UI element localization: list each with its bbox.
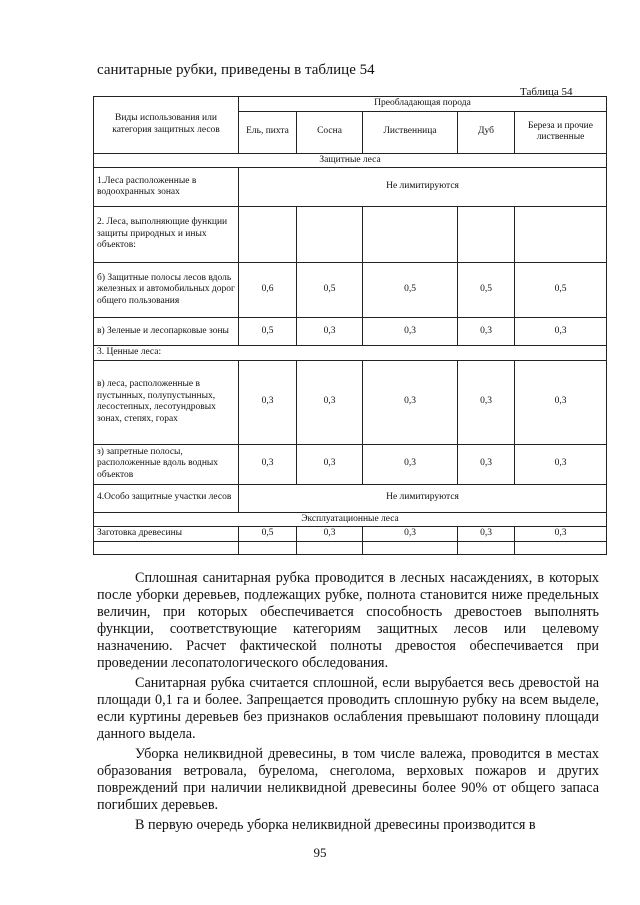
header-species: Дуб bbox=[458, 111, 515, 153]
merged-not-limited: Не лимитируются bbox=[239, 484, 607, 512]
table-label: Таблица 54 bbox=[520, 86, 573, 98]
value-cell: 0,3 bbox=[363, 318, 458, 346]
empty-cell bbox=[515, 541, 607, 554]
paragraph: Санитарная рубка считается сплошной, если вырубается весь древостой на площади 0,1 га и более. Запрещается проводить сплошную рубку на всем выделе, если куртины деревьев без признаков ослабления превышают половину площади данного выдела. bbox=[97, 675, 599, 743]
intro-line: санитарные рубки, приведены в таблице 54 bbox=[97, 62, 375, 78]
empty-cell bbox=[94, 541, 239, 554]
header-category: Виды использования или категория защитных лесов bbox=[94, 97, 239, 154]
value-cell: 0,6 bbox=[239, 263, 297, 318]
value-cell: 0,3 bbox=[458, 527, 515, 542]
empty-cell bbox=[363, 541, 458, 554]
value-cell: 0,3 bbox=[515, 527, 607, 542]
merged-not-limited: Не лимитируются bbox=[239, 168, 607, 207]
row-label: в) Зеленые и лесопарковые зоны bbox=[94, 318, 239, 346]
row-label: 1.Леса расположенные в водоохранных зонах bbox=[94, 168, 239, 207]
row-label: б) Защитные полосы лесов вдоль железных и автомобильных дорог общего пользования bbox=[94, 263, 239, 318]
value-cell: 0,5 bbox=[239, 318, 297, 346]
value-cell: 0,3 bbox=[297, 444, 363, 484]
paragraph: В первую очередь уборка неликвидной древесины производится в bbox=[135, 817, 536, 834]
paragraph: Сплошная санитарная рубка проводится в лесных насаждениях, в которых после уборки деревьев, подлежащих рубке, полнота становится ниже предельных величин, при которых обеспечивается способность древостоев выполнять функции, соответствующие категориям защитных лесов или целевому назначению. Расчет фактической полноты древостоя обеспечивается при проведении лесопатологического обследования. bbox=[97, 570, 599, 672]
value-cell bbox=[515, 207, 607, 263]
value-cell: 0,3 bbox=[458, 318, 515, 346]
value-cell: 0,3 bbox=[363, 444, 458, 484]
header-species: Лиственница bbox=[363, 111, 458, 153]
value-cell bbox=[458, 207, 515, 263]
header-species: Ель, пихта bbox=[239, 111, 297, 153]
row-label: 2. Леса, выполняющие функции защиты природных и иных объектов: bbox=[94, 207, 239, 263]
forest-table bbox=[93, 96, 607, 555]
empty-cell bbox=[297, 541, 363, 554]
row-label: 4.Особо защитные участки лесов bbox=[94, 484, 239, 512]
section-exploitation-forests: Эксплуатационные леса bbox=[94, 512, 607, 527]
body-text bbox=[97, 570, 599, 837]
header-species: Береза и прочие лиственные bbox=[515, 111, 607, 153]
value-cell: 0,3 bbox=[297, 318, 363, 346]
value-cell: 0,3 bbox=[515, 444, 607, 484]
row-label: з) запретные полосы, расположенные вдоль водных объектов bbox=[94, 444, 239, 484]
row-label: Заготовка древесины bbox=[94, 527, 239, 542]
value-cell: 0,3 bbox=[363, 527, 458, 542]
row-label: в) леса, расположенные в пустынных, полупустынных, лесостепных, лесотундровых зонах, степях, горах bbox=[94, 360, 239, 444]
value-cell: 0,5 bbox=[515, 263, 607, 318]
paragraph: Уборка неликвидной древесины, в том числе валежа, проводится в местах образования ветровала, бурелома, снеголома, верховых пожаров и других повреждений при наличии неликвидной древесины более 90% от общего запаса погибших деревьев. bbox=[97, 746, 599, 814]
value-cell bbox=[239, 207, 297, 263]
section-protective-forests: Защитные леса bbox=[94, 153, 607, 168]
value-cell: 0,3 bbox=[297, 360, 363, 444]
value-cell: 0,3 bbox=[239, 444, 297, 484]
value-cell: 0,3 bbox=[515, 360, 607, 444]
empty-cell bbox=[458, 541, 515, 554]
value-cell: 0,5 bbox=[458, 263, 515, 318]
value-cell: 0,3 bbox=[297, 527, 363, 542]
value-cell: 0,3 bbox=[239, 360, 297, 444]
value-cell: 0,3 bbox=[363, 360, 458, 444]
empty-cell bbox=[239, 541, 297, 554]
value-cell: 0,5 bbox=[239, 527, 297, 542]
value-cell: 0,5 bbox=[297, 263, 363, 318]
value-cell: 0,5 bbox=[363, 263, 458, 318]
value-cell: 0,3 bbox=[458, 360, 515, 444]
value-cell: 0,3 bbox=[515, 318, 607, 346]
row-label: 3. Ценные леса: bbox=[94, 346, 607, 361]
value-cell bbox=[363, 207, 458, 263]
value-cell: 0,3 bbox=[458, 444, 515, 484]
value-cell bbox=[297, 207, 363, 263]
header-dominant-species: Преобладающая порода bbox=[239, 97, 607, 112]
header-species: Сосна bbox=[297, 111, 363, 153]
page-number: 95 bbox=[313, 845, 327, 860]
